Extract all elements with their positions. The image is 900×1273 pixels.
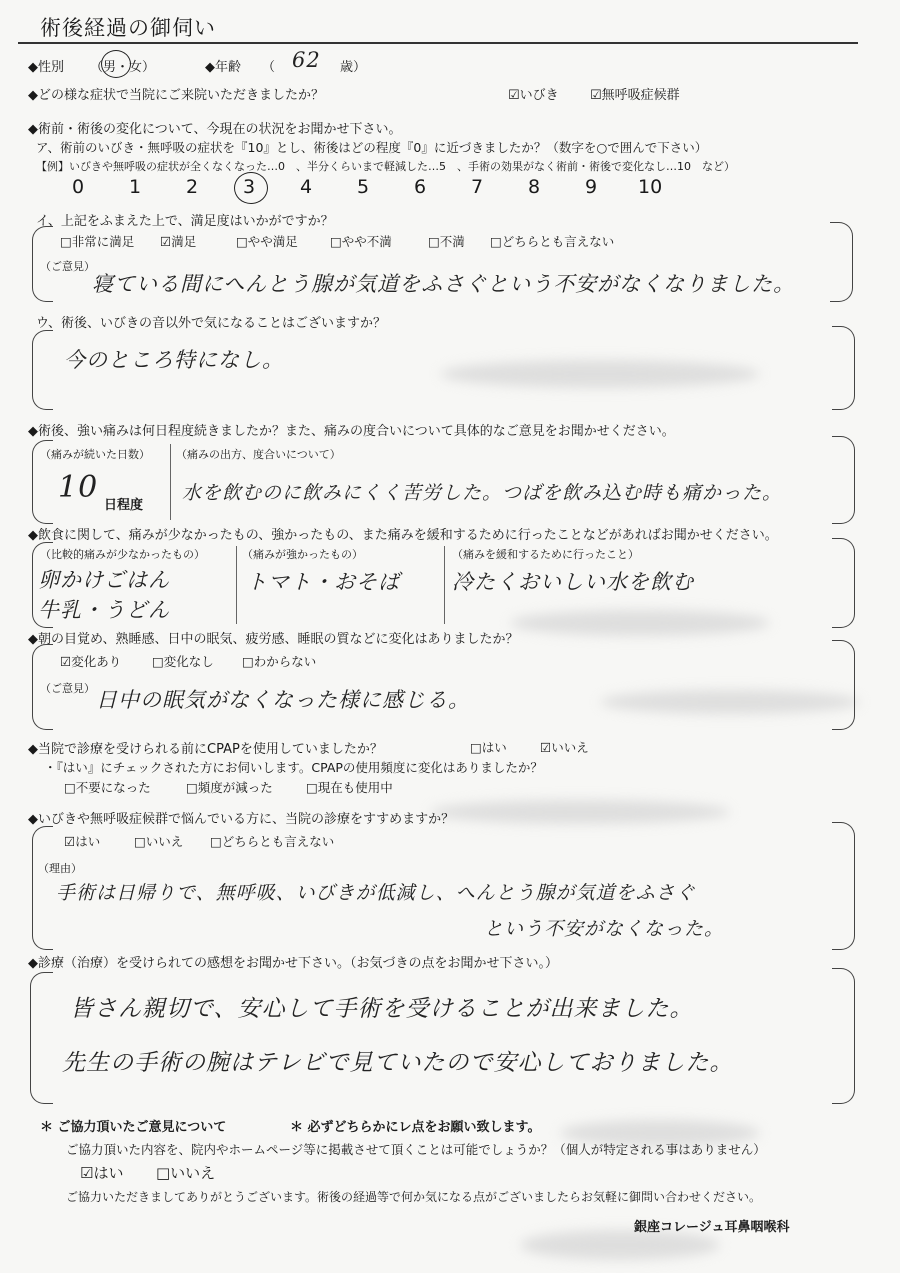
satisfaction-option-neutral[interactable]: □どちらとも言えない — [490, 234, 615, 249]
cpap-option-reduced[interactable]: □頻度が減った — [186, 780, 273, 795]
redaction-smudge — [600, 690, 860, 714]
sleep-option-unchanged[interactable]: □変化なし — [152, 654, 214, 669]
food-less-2: 牛乳・うどん — [38, 598, 170, 622]
other-bracket-right — [832, 326, 855, 410]
cpap-option-unneeded[interactable]: □不要になった — [64, 780, 151, 795]
age-open-paren: （ — [262, 60, 276, 75]
recommend-no-checkbox[interactable]: □いいえ — [134, 834, 184, 849]
satisfaction-comment: 寝ている間にへんとう腺が気道をふさぐという不安がなくなりました。 — [92, 272, 796, 296]
food-bracket-right — [832, 538, 855, 628]
recommend-reason-1: 手術は日帰りで、無呼吸、いびきが低減し、へんとう腺が気道をふさぐ — [56, 882, 696, 904]
footer-note-1: ＊ ご協力頂いたご意見について — [40, 1120, 227, 1135]
sleep-option-changed[interactable]: ☑変化あり — [60, 654, 122, 669]
cpap-sub-question: ・『はい』にチェックされた方にお伺いします。CPAPの使用頻度に変化はありましたか？ — [44, 760, 543, 775]
change-question: ◆術前・術後の変化について、今現在の状況をお聞かせ下さい。 — [28, 122, 402, 137]
sleep-comment-label: （ご意見） — [40, 682, 95, 695]
recommend-neutral-checkbox[interactable]: □どちらとも言えない — [210, 834, 335, 849]
impression-line-1: 皆さん親切で、安心して手術を受けることが出来ました。 — [70, 996, 694, 1022]
change-example: 【例】いびきや無呼吸の症状が全くなくなった…0 、半分くらいまで軽減した…5 、手術の効果がなく術前・術後で変化なし…10 など） — [36, 160, 735, 173]
pain-question: ◆術後、強い痛みは何日程度続きましたか？また、痛みの度合いについて具体的なご意見をお聞かせください。 — [28, 424, 675, 439]
scale-1[interactable]: 1 — [129, 176, 142, 198]
sex-label: ◆性別 — [28, 60, 64, 75]
food-relief: 冷たくおいしい水を飲む — [452, 570, 694, 594]
symptom-question: ◆どの様な症状で当院にご来院いただきましたか？ — [28, 88, 324, 103]
scale-2[interactable]: 2 — [186, 176, 199, 198]
food-strong: トマト・おそば — [246, 570, 400, 594]
redaction-smudge — [430, 800, 730, 824]
other-answer: 今のところ特になし。 — [64, 348, 284, 372]
scale-0[interactable]: 0 — [72, 176, 85, 198]
food-relief-label: （痛みを緩和するために行ったこと） — [452, 548, 639, 561]
satisfaction-option-somewhat-dis[interactable]: □やや不満 — [330, 234, 392, 249]
pain-detail-label: （痛みの出方、度合いについて） — [176, 448, 341, 461]
redaction-smudge — [440, 360, 760, 388]
satisfaction-option-very[interactable]: □非常に満足 — [60, 234, 135, 249]
pain-divider — [170, 444, 171, 520]
other-bracket-left — [32, 330, 53, 410]
cpap-question: ◆当院で診療を受けられる前にCPAPを使用していましたか？ — [28, 742, 383, 757]
food-divider-1 — [236, 546, 237, 624]
footer-consent-no[interactable]: □いいえ — [156, 1164, 216, 1182]
satisfaction-bracket-right — [830, 222, 853, 302]
redaction-smudge — [510, 610, 770, 636]
scale-3[interactable]: 3 — [243, 176, 256, 198]
other-question: ウ、術後、いびきの音以外で気になることはございますか？ — [36, 316, 386, 331]
recommend-bracket-right — [832, 822, 855, 950]
pain-detail: 水を飲むのに飲みにくく苦労した。つばを飲み込む時も痛かった。 — [182, 482, 783, 504]
scale-10[interactable]: 10 — [638, 176, 663, 198]
sex-options: （男・女） — [90, 60, 156, 75]
food-less-label: （比較的痛みが少なかったもの） — [40, 548, 205, 561]
clinic-name: 銀座コレージュ耳鼻咽喉科 — [634, 1220, 790, 1235]
sleep-comment: 日中の眠気がなくなった様に感じる。 — [96, 688, 470, 712]
change-sub-question: ア、術前のいびき・無呼吸の症状を『10』とし、術後はどの程度『0』に近づきましたか？（数字を○で囲んで下さい） — [36, 140, 708, 155]
scale-9[interactable]: 9 — [585, 176, 598, 198]
symptom-apnea-checkbox[interactable]: ☑無呼吸症候群 — [590, 88, 680, 103]
pain-bracket-right — [832, 436, 855, 524]
title-underline — [18, 42, 858, 44]
satisfaction-option-dissatisfied[interactable]: □不満 — [428, 234, 465, 249]
impression-bracket-left — [30, 972, 53, 1104]
impression-bracket-right — [832, 968, 855, 1104]
food-strong-label: （痛みが強かったもの） — [242, 548, 363, 561]
pain-days-unit: 日程度 — [104, 498, 144, 513]
scale-selected-circle — [234, 172, 268, 204]
satisfaction-option-somewhat[interactable]: □やや満足 — [236, 234, 298, 249]
impression-line-2: 先生の手術の腕はテレビで見ていたので安心しておりました。 — [62, 1050, 734, 1076]
recommend-reason-label: （理由） — [38, 862, 82, 875]
footer-consent-yes[interactable]: ☑はい — [80, 1164, 124, 1182]
food-less-1: 卵かけごはん — [38, 568, 170, 592]
cpap-yes-checkbox[interactable]: □はい — [470, 740, 507, 755]
sleep-bracket-right — [832, 640, 855, 730]
scale-4[interactable]: 4 — [300, 176, 313, 198]
scale-6[interactable]: 6 — [414, 176, 427, 198]
recommend-yes-checkbox[interactable]: ☑はい — [64, 834, 101, 849]
cpap-option-still-using[interactable]: □現在も使用中 — [306, 780, 393, 795]
recommend-reason-2: という不安がなくなった。 — [484, 918, 725, 940]
age-value: 62 — [292, 48, 321, 72]
sleep-question: ◆朝の目覚め、熟睡感、日中の眠気、疲労感、睡眠の質などに変化はありましたか？ — [28, 632, 519, 647]
symptom-snoring-checkbox[interactable]: ☑いびき — [508, 88, 559, 103]
food-question: ◆飲食に関して、痛みが少なかったもの、強かったもの、また痛みを緩和するために行ったことなどがあればお聞かせください。 — [28, 528, 778, 543]
satisfaction-comment-label: （ご意見） — [40, 260, 95, 273]
sleep-option-unknown[interactable]: □わからない — [242, 654, 317, 669]
cpap-no-checkbox[interactable]: ☑いいえ — [540, 740, 589, 755]
satisfaction-option-satisfied[interactable]: ☑満足 — [160, 234, 197, 249]
pain-days-label: （痛みが続いた日数） — [40, 448, 150, 461]
scale-8[interactable]: 8 — [528, 176, 541, 198]
age-label: ◆年齢 — [205, 60, 241, 75]
pain-days-value: 10 — [58, 470, 99, 505]
food-divider-2 — [444, 546, 445, 624]
recommend-bracket-left — [32, 826, 53, 950]
sex-selected-circle — [101, 50, 131, 78]
footer-consent-question: ご協力頂いた内容を、院内やホームページ等に掲載させて頂くことは可能でしょうか？（個人が特定される事はありません） — [66, 1142, 766, 1157]
age-unit: 歳） — [340, 60, 367, 75]
footer-thanks: ご協力いただきましてありがとうございます。術後の経過等で何か気になる点がございましたらお気軽に御問い合わせください。 — [66, 1190, 762, 1204]
satisfaction-question: イ、上記をふまえた上で、満足度はいかがですか？ — [36, 214, 334, 229]
scale-5[interactable]: 5 — [357, 176, 370, 198]
scale-7[interactable]: 7 — [471, 176, 484, 198]
page-title: 術後経過の御伺い — [40, 16, 216, 40]
footer-note-2: ＊ 必ずどちらかにレ点をお願い致します。 — [290, 1120, 541, 1135]
impression-question: ◆診療（治療）を受けられての感想をお聞かせ下さい。（お気づきの点をお聞かせ下さい。） — [28, 956, 558, 971]
recommend-question: ◆いびきや無呼吸症候群で悩んでいる方に、当院の診療をすすめますか？ — [28, 812, 455, 827]
